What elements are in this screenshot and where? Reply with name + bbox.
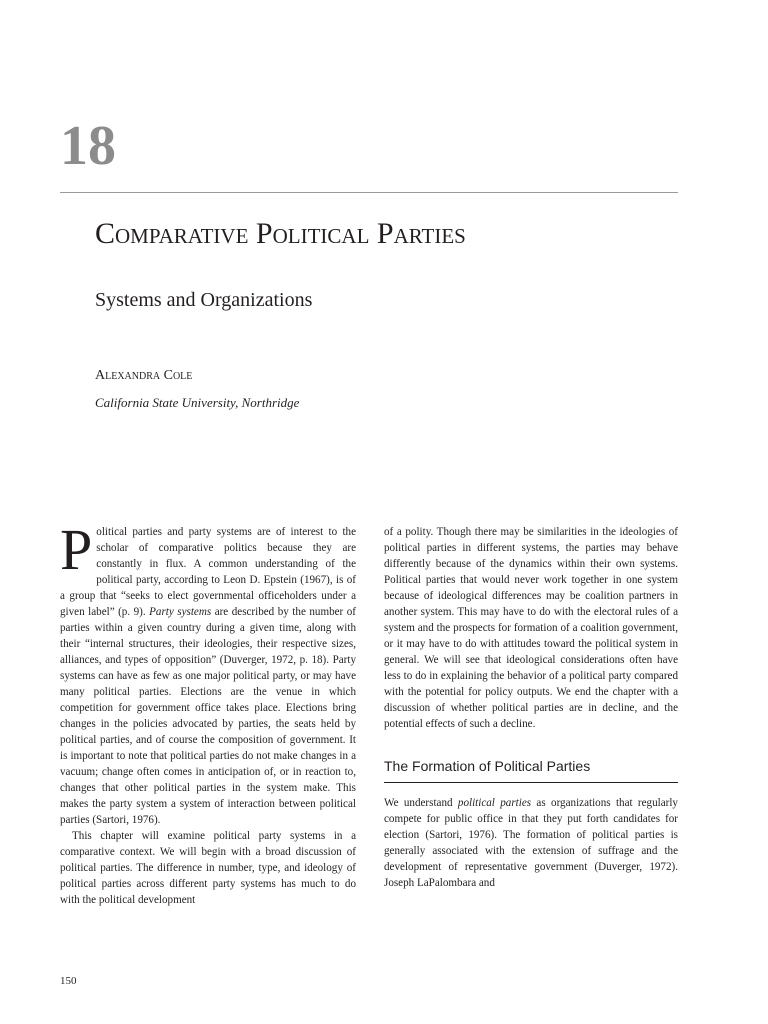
intro-text-b: are described by the number of parties within a given country during a given time, along with their “internal structures, their ideologies, their respective sizes, alliances, and types of opposition” (Duverger, 1972, p. 18). Party systems can have as few as one major political party, or may have many political parties. Elections are the venue in which competition for government office takes place. Elections bring changes in the policies advocated by parties, the seats held by political parties, and of course the composition of government. It is important to note that political parties do not make changes in a vacuum; change often comes in anticipation of, or in reaction to, changes that other political parties in the system make. This makes the party system a system of interaction between political parties (Sartori, 1976). (60, 606, 356, 826)
right-column (384, 524, 678, 891)
section-heading: The Formation of Political Parties (384, 756, 678, 783)
chapter-number: 18 (60, 115, 116, 177)
formation-paragraph (384, 795, 678, 891)
intro-paragraph (60, 517, 356, 828)
term-political-parties: political parties (457, 797, 532, 809)
intro-text-a: olitical parties and party systems are of interest to the scholar of comparative politics because they are constantly in flux. A common understanding of the political party, according to Leon D. Epstein (1967), is of a group that “seeks to elect governmental officeholders under a given label” (p. 9). (60, 526, 356, 618)
author-affiliation: California State University, Northridge (95, 395, 300, 410)
term-party-systems: Party systems (149, 606, 212, 618)
formation-text-a: We understand (384, 797, 453, 809)
author-name: Alexandra Cole (95, 368, 193, 383)
page-number: 150 (60, 975, 77, 987)
chapter-divider (60, 192, 678, 193)
overview-paragraph: This chapter will examine political party systems in a comparative context. We will begin with a broad discussion of political parties. The difference in number, type, and ideology of political parties across different party systems has much to do with the political development (60, 830, 356, 906)
left-column (60, 517, 356, 908)
formation-text-b: as organizations that regularly compete for public office in that they put forth candidates for election (Sartori, 1976). The formation of political parties is generally associated with the extension of suffrage and the development of representative government (Duverger, 1972). Joseph LaPalombara and (384, 797, 678, 889)
chapter-subtitle: Systems and Organizations (95, 289, 313, 311)
continuation-paragraph: of a polity. Though there may be similarities in the ideologies of political parties in different systems, the parties may behave differently because of the dynamics within their own systems. Political parties that would never work together in one system because of ideological differences may be coalition partners in another system. This may have to do with the electoral rules of a system and the prospects for formation of a coalition government, or it may have to do with attitudes toward the political system in general. We will see that ideological considerations often have less to do in explaining the behavior of a political party compared with the potential for policy outputs. We end the chapter with a discussion of whether political parties are in decline, and the potential effects of such a decline. (384, 526, 678, 730)
drop-cap: P (60, 517, 93, 582)
chapter-title: Comparative Political Parties (95, 217, 466, 250)
